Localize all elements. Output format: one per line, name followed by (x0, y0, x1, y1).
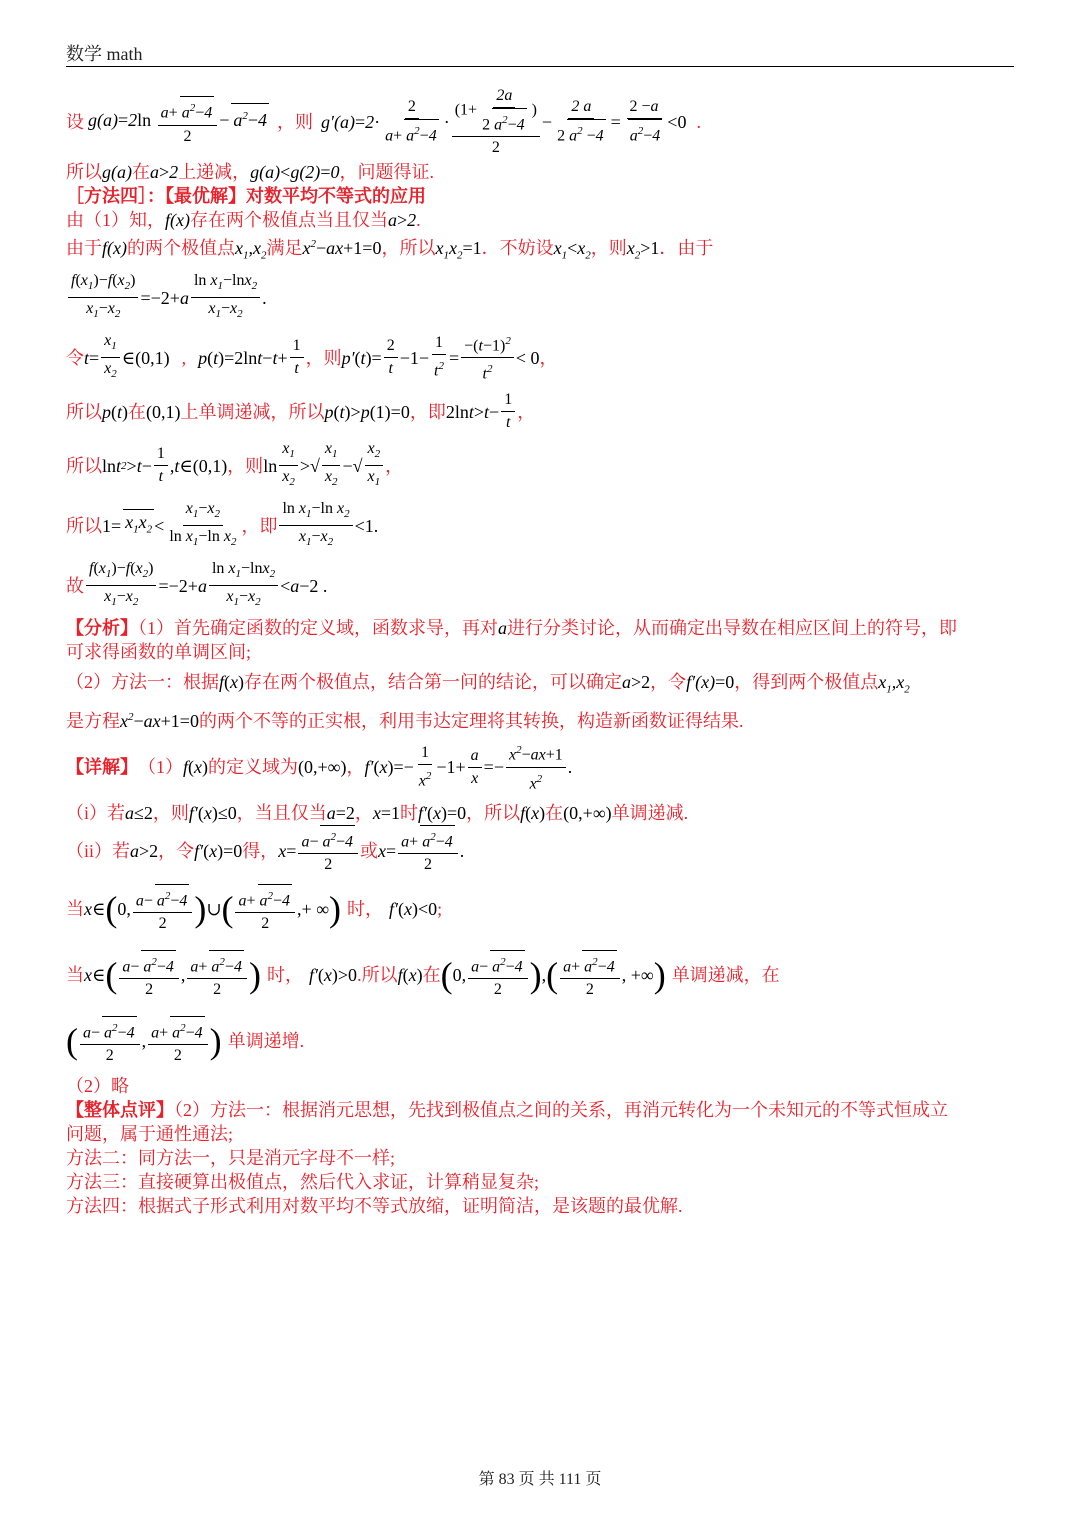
text-analysis-1: （1）首先确定函数的定义域，函数求导，再对 (138, 617, 498, 638)
m4-conclusion: 故 $\frac{f(x_1)-f(x_2)}{x_1-x_2}$ =−2+ a $\frac{\ln x_1-\ln x_2}{x_1-x_2}$ < a −2 . (66, 559, 328, 609)
text-then2: ，则 (590, 238, 627, 258)
text-or: 或 (360, 840, 378, 861)
overall-comment-line2: 问题，属于通性通法; (66, 1124, 234, 1145)
m4-line1: 由（1）知，f(x)存在两个极值点当且仅当a>2. (66, 210, 421, 230)
text-analysis-5a: 是方程 (66, 711, 120, 732)
text-let2: ，令 (158, 840, 195, 861)
text-zai2: 在 (128, 401, 147, 422)
m4-difference-quotient: $\frac{f(x_1)-f(x_2)}{x_1-x_2}$ =−2+ a $\frac{\ln x_1-\ln x_2}{x_1-x_2}$ . (66, 268, 1014, 328)
analysis-line2: 可求得函数的单调区间; (66, 641, 251, 662)
interval-pos-line: 当 x ∈ ( $\frac{a- a^2-4}{2}$ , $\frac{a+ a^2-4}{2}$ ) 时， f′(x)>0 .所以 f(x) 在 ( 0, $\frac{a- a^2-4}{2}$ ) , ( $\frac{a+ a^2-4}{2}$ , +∞ ) 单调递减，在 (66, 942, 1014, 1008)
text-shi: 时， (347, 899, 384, 920)
text-satisfy: 满足 (266, 238, 303, 258)
formula-g: g(a)=2ln $\frac{a+ a^2-4}{2}$ − $a^2-4$ (88, 96, 269, 147)
text-so: ，所以 (381, 238, 436, 258)
text-case-i: （i）若 (66, 802, 126, 823)
text-from1: 由（1）知， (66, 210, 165, 230)
text-mono-inc: 单调递增. (227, 1031, 305, 1052)
g-decreasing-line: 所以g(a)在a>2上递减，g(a)<g(2)=0，问题得证. (66, 162, 434, 182)
text-when: 时 (400, 802, 419, 823)
header-divider (66, 66, 1014, 67)
interval-neg-line: 当 x ∈ ( 0, $\frac{a- a^2-4}{2}$ ) ∪ ( $\frac{a+ a^2-4}{2}$ ,+ ∞ ) 时， f′(x)<0 ; (66, 876, 1014, 942)
text-overall-1: （2）方法一：根据消元思想，先找到极值点之间的关系，再消元转化为一个未知元的不等式恒成立 (174, 1100, 948, 1121)
analysis-line1: 【分析】（1）首先确定函数的定义域，函数求导，再对a进行分类讨论，从而确定出导数在相应区间上的符号，即 (66, 617, 957, 638)
text-case-ii: （ii）若 (66, 840, 131, 861)
method2-comment: 方法二：同方法一，只是消元字母不一样; (66, 1148, 395, 1169)
text-analysis-4b: 存在两个极值点，结合第一问的结论，可以确定 (244, 671, 623, 692)
text-wlog: ．不妨设 (481, 238, 554, 258)
method4-title: ［方法四］：【最优解】对数平均不等式的应用 (66, 186, 426, 206)
text-mono-dec: 上单调递减，所以 (180, 401, 325, 422)
text-iff2: ，当且仅当 (236, 802, 327, 823)
m4-line2: 由于f(x)的两个极值点$x_1,x_2$满足$x^2-ax+1=0$，所以$x_1x_2=1$．不妨设$x_1<x_2$，则$x_2>1$．由于 (66, 238, 714, 262)
g-definition-line: 设 g(a)=2ln $\frac{a+ a^2-4}{2}$ − $a^2-4$ ，则 g′(a) = 2 · $\frac{2}{a+ a^2-4}$ · (1+ $\frac{2a}{2 a^2-4}$ ) 2 − $\frac{2 a}{2 a^2 -4}$ = $\frac{2 -a}{a^2-4}$ <0 . (66, 80, 1014, 164)
text-case-i-then: ，则 (152, 802, 189, 823)
overall-comment-line1 (66, 1098, 1014, 1122)
text-so2: ，所以 (466, 802, 521, 823)
text-then: ，则 (277, 112, 314, 132)
m4-p-decreasing: 所以 p(t) 在 (0,1) 上单调递减，所以 p(t)>p(1)=0 ，即 2ln t > t − $\frac{1}{t}$ ， (66, 391, 536, 432)
detail-line1: 【详解】 （1） f(x) 的定义域为 (0,+∞) ， f′ ( x )=− $\frac{1}{x^2}$ −1+ $\frac{a}{x}$ =− $\frac{x^2-ax+1}{x^2}$ . (66, 739, 1014, 795)
label-detail: 【详解】 (66, 757, 138, 778)
text-mono-dec2: 单调递减. (611, 802, 689, 823)
text-zai3: 在 (545, 802, 564, 823)
text-zai: 在 (132, 162, 150, 182)
text-mono-dec3: 单调递减，在 (671, 965, 780, 986)
case-ii-line: （ii）若 a>2 ，令 f′(x)=0 得， x = $\frac{a- a^2-4}{2}$ 或 x = $\frac{a+ a^2-4}{2}$ . (66, 825, 1014, 876)
method4-comment: 方法四：根据式子形式利用对数平均不等式放缩，证明简洁，是该题的最优解. (66, 1196, 683, 1217)
text-ze: ，则 (227, 455, 264, 476)
document-body (66, 80, 1014, 1218)
text-suoyi3: 所以 (66, 455, 102, 476)
text-gu: 故 (66, 575, 84, 596)
text-comma: ， (354, 802, 373, 823)
text-domain: 的定义域为 (208, 757, 299, 778)
text-analysis-5b: 的两个不等的正实根，利用韦达定理将其转换，构造新函数证得结果. (198, 711, 744, 732)
formula-g-prime: g′(a) = 2 · $\frac{2}{a+ a^2-4}$ · (1+ $\frac{2a}{2 a^2-4}$ ) 2 − $\frac{2 a}{2 a^2 -4}$ = $\frac{2 -a}{a^2-4}$ <0 (321, 86, 687, 157)
text-then3: ，则 (305, 347, 342, 368)
text-ling: 令 (66, 347, 84, 368)
text-dang: 当 (66, 899, 84, 920)
text-so3: .所以 (357, 965, 398, 986)
m4-let-t: 令 t = $\frac{x_1}{x_2}$ ∈(0,1) , p ( t )=2ln t − t + $\frac{1}{t}$ ，则 p′ ( t )= $\frac{2}{t}$ −1− $\frac{1}{t^2}$ = $\frac{-(t-1)^2}{t^2}$ < 0 ， (66, 328, 1014, 388)
analysis-line3: （2）方法一：根据f(x)存在两个极值点，结合第一问的结论，可以确定a>2，令f′(x)=0，得到两个极值点$x_1,x_2$ (66, 671, 910, 696)
text-since: ．由于 (659, 238, 714, 258)
m4-ln-inequality: 所以 ln t 2 > t − $\frac{1}{t}$ , t ∈(0,1) ，则 ln $\frac{x_1}{x_2}$ > √ $\frac{x_1}{x_2}$ −√ $\frac{x_2}{x_1}$ ， (66, 439, 404, 489)
text-shi2: 时， (266, 965, 303, 986)
interval-inc-line: ( $\frac{a- a^2-4}{2}$ , $\frac{a+ a^2-4}{2}$ ) 单调递增. (66, 1008, 1014, 1074)
text-she: 设 (66, 112, 84, 132)
text-zai4: 在 (422, 965, 441, 986)
case-i-line: （i）若a≤2，则f′(x)≤0，当且仅当a=2，x=1时f′(x)=0，所以f(x)在(0,+∞)单调递减. (66, 802, 689, 823)
m4-log-mean: 所以 1= $x_1x_2$ < $\frac{x_1-x_2}{\ln x_1-\ln x_2}$ ，即 $\frac{\ln x_1-\ln x_2}{x_1-x_2}$ <1. (66, 499, 379, 549)
text-ji2: ，即 (241, 515, 278, 536)
part2-line: （2）略 (66, 1076, 129, 1097)
text-youyu: 由于 (66, 238, 102, 258)
text-ji: ，即 (409, 401, 446, 422)
text-suoyi4: 所以 (66, 515, 102, 536)
text-two-extrema: 的两个极值点 (126, 238, 235, 258)
label-analysis: 【分析】 (66, 617, 138, 638)
text-get: 得， (242, 840, 279, 861)
text-proved: ，问题得证. (339, 162, 434, 182)
text-suoyi: 所以 (66, 162, 102, 182)
text-analysis-4d: ，得到两个极值点 (734, 671, 879, 692)
method3-comment: 方法三：直接硬算出极值点，然后代入求证，计算稍显复杂; (66, 1172, 539, 1193)
text-iff: 存在两个极值点当且仅当 (189, 210, 388, 230)
text-analysis-4a: （2）方法一：根据 (66, 671, 219, 692)
label-overall: 【整体点评】 (66, 1100, 174, 1121)
text-dang2: 当 (66, 965, 84, 986)
text-decreasing: 上递减， (178, 162, 251, 182)
text-analysis-2: 进行分类讨论，从而确定出导数在相应区间上的符号，即 (507, 617, 957, 638)
text-suoyi2: 所以 (66, 401, 102, 422)
text-detail-1a: （1） (138, 757, 183, 778)
text-analysis-4c: ，令 (650, 671, 687, 692)
page-footer: 第 83 页 共 111 页 (478, 1471, 602, 1488)
page-header: 数学 math (66, 44, 143, 64)
analysis-line4: 是方程$x^2-ax+1=0$的两个不等的正实根，利用韦达定理将其转换，构造新函数证得结果. (66, 711, 744, 732)
